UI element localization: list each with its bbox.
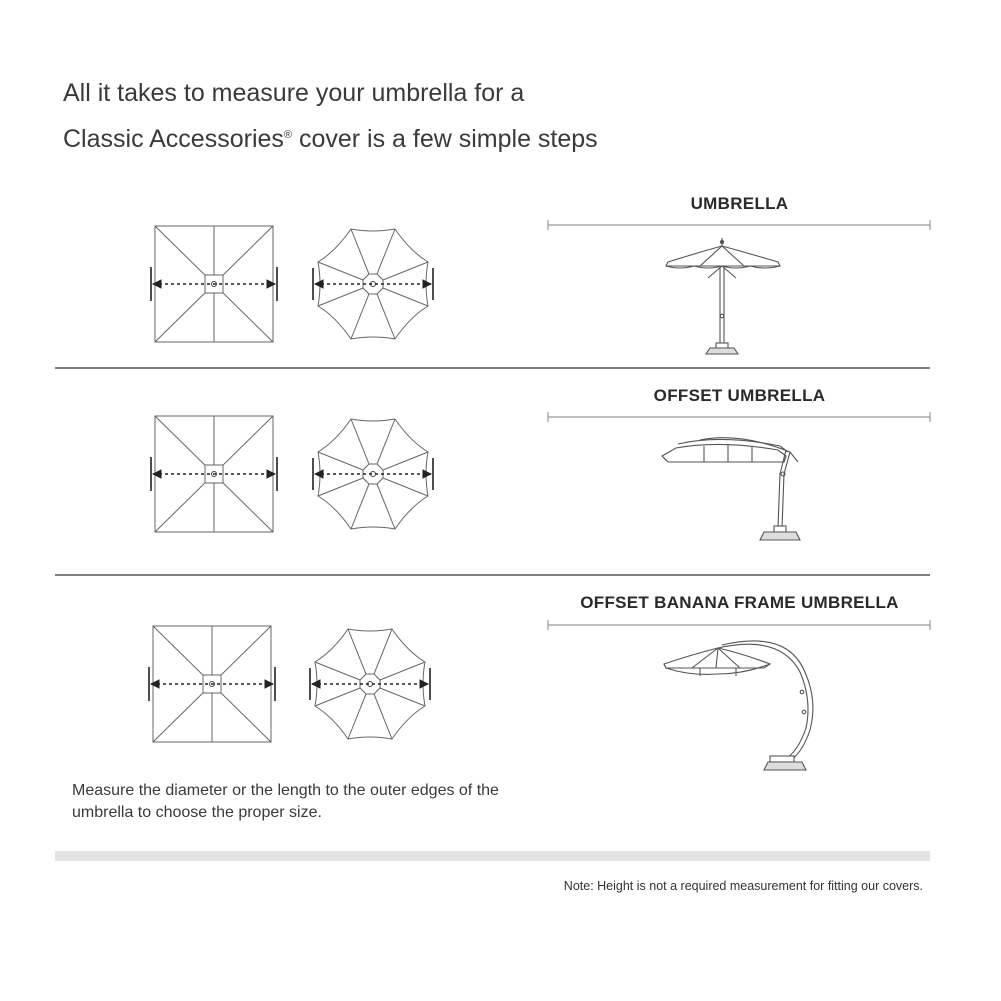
title-rule-1 [548,220,930,230]
market-umbrella-icon [666,238,780,354]
octagon-canopy-diagram-icon [313,419,433,529]
square-canopy-diagram-icon [151,226,277,342]
title-rule-2 [548,412,930,422]
square-canopy-diagram-icon [149,626,275,742]
section-title-offset-umbrella: OFFSET UMBRELLA [653,386,826,405]
title-rule-3 [548,620,930,630]
section-title-umbrella: UMBRELLA [690,194,789,213]
offset-umbrella-icon [662,438,800,540]
section-title-banana-umbrella: OFFSET BANANA FRAME UMBRELLA [580,593,899,612]
height-note: Note: Height is not a required measurement for fitting our covers. [563,879,923,893]
heading-line-1: All it takes to measure your umbrella for a [63,79,525,107]
footer-bar [55,851,930,861]
heading-line-2: Classic Accessories® cover is a few simple steps [63,125,598,153]
banana-umbrella-icon [664,641,813,770]
octagon-canopy-diagram-icon [313,229,433,339]
registered-mark: ® [283,129,293,141]
octagon-canopy-diagram-icon [310,629,430,739]
measurement-caption: Measure the diameter or the length to the outer edges of the umbrella to choose the proper size. [72,782,499,821]
square-canopy-diagram-icon [151,416,277,532]
